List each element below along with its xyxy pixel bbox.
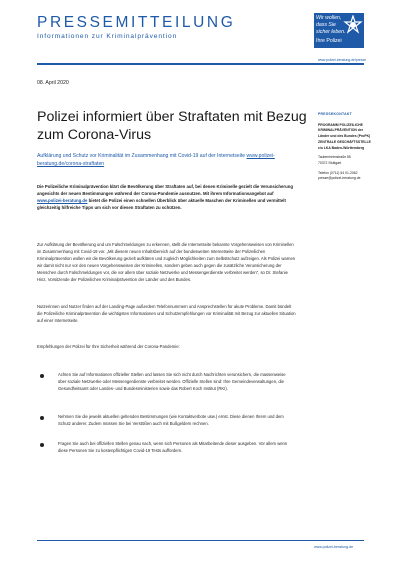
corona-link[interactable]: www.polizei-beratung.de/corona-straftaten	[37, 153, 275, 167]
police-logo	[314, 13, 364, 48]
document-subtitle: Informationen zur Kriminalprävention	[37, 33, 178, 40]
intro-text	[37, 153, 292, 168]
list-item: Nehmen Sie die jeweils aktuellen geltenden Bestimmungen (wie Kontaktverbote usw.) ernst. Diese dienen Ihrem und dem Schutz anderer. Zudem müssen Sie bei Verstößen auch mit Bußgeldern rechnen.	[58, 414, 284, 427]
address-line: Taubenheimstraße 85	[318, 155, 351, 160]
address-line: 70372 Stuttgart	[318, 160, 342, 165]
logo-slogan-line: Wir wollen,	[316, 15, 342, 21]
org-line: PROGRAMM POLIZEILICHE	[318, 122, 363, 127]
logo-slogan-line: sicher leben.	[316, 29, 346, 35]
press-email[interactable]: presse@polizei-beratung.de	[318, 176, 361, 181]
polizei-beratung-link[interactable]: www.polizei-beratung.de	[37, 198, 88, 204]
police-star-icon	[343, 15, 363, 37]
recommendations-heading: Empfehlungen der Polizei für Ihre Sicherheit während der Corona-Pandemie:	[37, 344, 180, 349]
press-contact-sidebar	[318, 112, 378, 182]
lead-text-1: Die Polizeiliche Kriminalprävention klärt die Bevölkerung über Straftaten auf, bei denen Kriminelle gezielt die Verunsicherung angesichts der neuen Bestimmungen während der Corona-Pandemie ausnutzen. Mit ihrem Informationsangebot auf	[37, 184, 293, 197]
body-paragraph: Zur Aufklärung der Bevölkerung und um Falschmeldungen zu erkennen, stellt die Internetseite bekannte Vorgehensweisen von Kriminellen im Zusammenhang mit Covid-19 vor. „Mit diesem neuen Inhaltsbereich auf der bundesweiten Internetseite der Polizeilichen Kriminalprävention wollen wir die Bevölkerung gezielt aufklären und zugleich Möglichkeiten zum Selbstschutz aufzeigen. Als Polizei warnen wir damit nicht nur vor den neuen Vorgehensweisen der Kriminellen, sondern geben auch gegen die zusätzliche Verunsicherung der Menschen durch Falschmeldungen vor, die vor allem über soziale Netzwerke und Messengerdienste verbreitet werden“, so Dr. Stefanie Hinz, Vorsitzende der Polizeilichen Kriminalprävention der Länder und des Bundes.	[37, 242, 296, 283]
logo-slogan-line: dass Sie	[316, 22, 336, 28]
org-line: Länder und des Bundes (ProPK)	[318, 134, 371, 139]
lead-paragraph	[37, 183, 297, 211]
list-item: Achten Sie auf Informationen offizieller Stellen und lassen Sie sich nicht durch Nachrichten verunsichern, die massenweise über soziale Netzwerke oder Messengerdienste verbreitet werden. Offizielle Stellen sind: Ihre Gemeindeverwaltungen, die Gesundheitsamt oder Landes- und Bundesministerien sowie das Robert Koch Institut (RKI).	[58, 372, 286, 392]
press-contact-heading: PRESSEKONTAKT	[318, 112, 352, 116]
bullet-dot	[40, 443, 44, 447]
release-date: 08. April 2020	[37, 80, 69, 86]
document-title: PRESSEMITTEILUNG	[37, 14, 236, 31]
intro-text-body: Aufklärung und Schutz vor Kriminalität im Zusammenhang mit Covid-19 auf der Internetseite	[37, 153, 247, 159]
org-line: ZENTRALE GESCHÄFTSSTELLE	[318, 139, 371, 144]
list-item: Fragen Sie auch bei offiziellen Stellen genau nach, wenn sich Personen als Mitarbeitende dieser ausgeben. Vor allem wenn diese Personen Sie zu kostenpflichtigen Covid-19 Tests auffordern.	[58, 441, 288, 454]
footer-url[interactable]: www.polizei-beratung.de	[314, 545, 354, 549]
org-line: c/o LKA Baden-Württemberg	[318, 145, 365, 150]
bullet-dot	[40, 374, 44, 378]
headline: Polizei informiert über Straftaten mit Bezug zum Corona-Virus	[37, 109, 307, 143]
org-line: KRIMINALPRÄVENTION der	[318, 128, 364, 133]
lead-text-2: bietet die Polizei einen schnellen Überblick über aktuelle Maschen der Kriminellen und vermittelt gleichzeitig hilfreiche Tipps um sich vor diesen Straftaten zu schützen.	[37, 198, 286, 211]
press-url[interactable]: www.polizei-beratung.de/presse	[318, 58, 367, 62]
bullet-dot	[40, 416, 44, 420]
footer-divider	[37, 540, 364, 541]
body-paragraph: Nutzerinnen und Nutzer finden auf der Landing-Page außerdem Telefonnummern und Ansprechstellen für akute Probleme. Damit bündelt die Polizeiliche Kriminalprävention die wichtigsten Informationen und Schutzempfehlungen vor Kriminalität mit Bezug zur aktuellen Situation auf einer Internetseite.	[37, 304, 296, 324]
phone-number: Telefon (0711) 54 01-2062	[318, 170, 358, 175]
logo-slogan-line: Ihre Polizei	[316, 38, 342, 44]
header-divider	[37, 63, 364, 65]
